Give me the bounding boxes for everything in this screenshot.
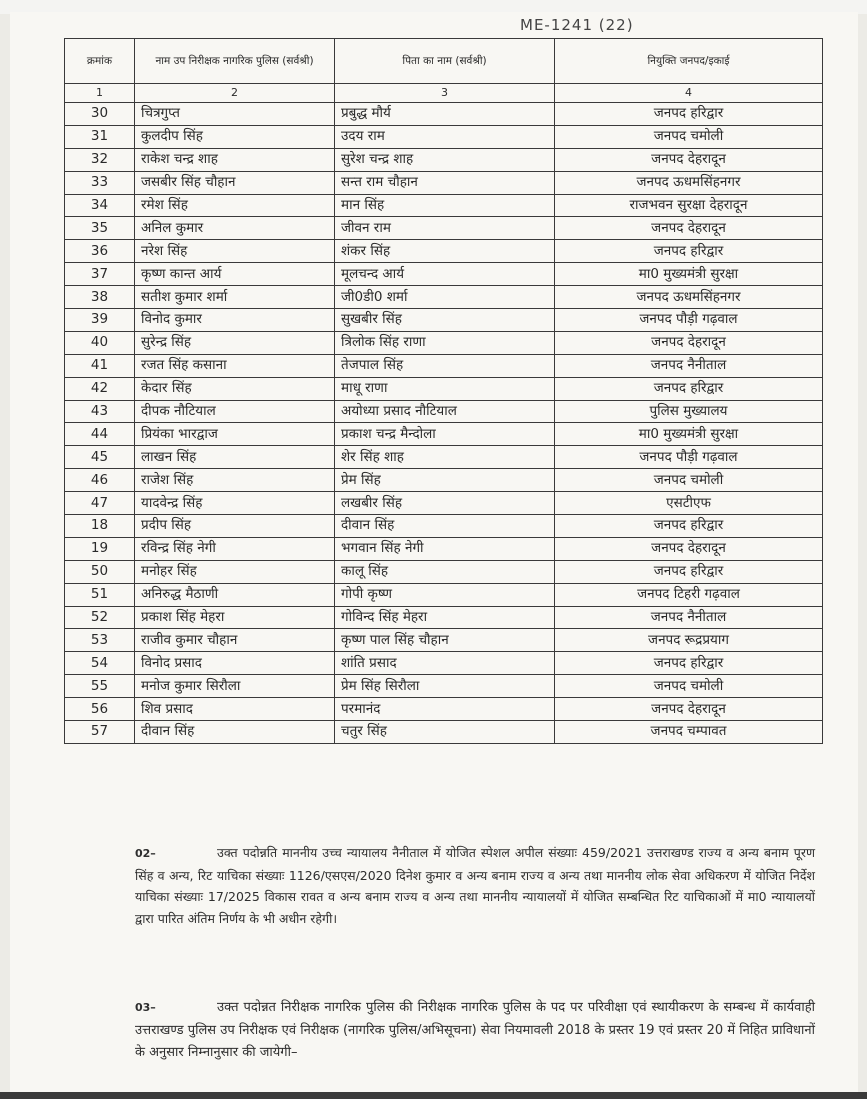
serial-cell: 46	[65, 469, 135, 492]
unit-cell: जनपद ऊधमसिंहनगर	[555, 171, 823, 194]
document-page	[10, 12, 858, 1099]
paragraph-03	[135, 997, 815, 1065]
father-name-cell: सुरेश चन्द्र शाह	[335, 148, 555, 171]
paragraph-text: उक्त पदोन्नत निरीक्षक नागरिक पुलिस की निरीक्षक नागरिक पुलिस के पद पर परिवीक्षा एवं स्थायीकरण के सम्बन्ध में कार्यवाही उत्तराखण्ड पुलिस उप निरीक्षक एवं निरीक्षक (नागरिक पुलिस/अभिसूचना) सेवा नियमावली 2018 के प्रस्तर 19 एवं प्रस्तर 20 में निहित प्राविधानों के अनुसार निम्नानुसार की जायेगी–	[135, 1000, 815, 1060]
table-row	[65, 537, 823, 560]
paragraph-02	[135, 842, 815, 929]
bottom-edge	[0, 1092, 867, 1099]
serial-cell: 56	[65, 698, 135, 721]
father-name-cell: प्रेम सिंह	[335, 469, 555, 492]
table-row	[65, 629, 823, 652]
reference-code: ME-1241 (22)	[520, 16, 634, 34]
serial-cell: 57	[65, 721, 135, 744]
column-number: 4	[555, 84, 823, 103]
header-posting-unit: नियुक्ति जनपद/इकाई	[555, 39, 823, 84]
name-cell: राजेश सिंह	[135, 469, 335, 492]
name-cell: विनोद प्रसाद	[135, 652, 335, 675]
table-row	[65, 171, 823, 194]
unit-cell: मा0 मुख्यमंत्री सुरक्षा	[555, 263, 823, 286]
unit-cell: जनपद देहरादून	[555, 537, 823, 560]
unit-cell: जनपद चम्पावत	[555, 721, 823, 744]
unit-cell: जनपद पौड़ी गढ़वाल	[555, 309, 823, 332]
table-row	[65, 721, 823, 744]
name-cell: प्रकाश सिंह मेहरा	[135, 606, 335, 629]
serial-cell: 54	[65, 652, 135, 675]
unit-cell: जनपद देहरादून	[555, 148, 823, 171]
serial-cell: 41	[65, 354, 135, 377]
table-row	[65, 698, 823, 721]
name-cell: नरेश सिंह	[135, 240, 335, 263]
unit-cell: जनपद हरिद्वार	[555, 377, 823, 400]
table-row	[65, 377, 823, 400]
father-name-cell: मान सिंह	[335, 194, 555, 217]
table-row	[65, 103, 823, 126]
unit-cell: राजभवन सुरक्षा देहरादून	[555, 194, 823, 217]
column-number: 2	[135, 84, 335, 103]
name-cell: कृष्ण कान्त आर्य	[135, 263, 335, 286]
paragraph-number: 02–	[135, 847, 156, 860]
serial-cell: 30	[65, 103, 135, 126]
unit-cell: जनपद हरिद्वार	[555, 103, 823, 126]
father-name-cell: प्रकाश चन्द्र मैन्दोला	[335, 423, 555, 446]
name-cell: रजत सिंह कसाना	[135, 354, 335, 377]
serial-cell: 31	[65, 125, 135, 148]
table-row	[65, 446, 823, 469]
table-row	[65, 583, 823, 606]
father-name-cell: त्रिलोक सिंह राणा	[335, 331, 555, 354]
serial-cell: 51	[65, 583, 135, 606]
name-cell: अनिल कुमार	[135, 217, 335, 240]
table-header-row	[65, 39, 823, 84]
father-name-cell: शेर सिंह शाह	[335, 446, 555, 469]
name-cell: जसबीर सिंह चौहान	[135, 171, 335, 194]
header-name: नाम उप निरीक्षक नागरिक पुलिस (सर्वश्री)	[135, 39, 335, 84]
name-cell: सतीश कुमार शर्मा	[135, 286, 335, 309]
unit-cell: मा0 मुख्यमंत्री सुरक्षा	[555, 423, 823, 446]
name-cell: केदार सिंह	[135, 377, 335, 400]
name-cell: विनोद कुमार	[135, 309, 335, 332]
name-cell: मनोहर सिंह	[135, 560, 335, 583]
name-cell: प्रियंका भारद्वाज	[135, 423, 335, 446]
father-name-cell: प्रबुद्ध मौर्य	[335, 103, 555, 126]
column-number: 1	[65, 84, 135, 103]
name-cell: रविन्द्र सिंह नेगी	[135, 537, 335, 560]
unit-cell: जनपद चमोली	[555, 125, 823, 148]
table-row	[65, 652, 823, 675]
serial-cell: 36	[65, 240, 135, 263]
serial-cell: 47	[65, 492, 135, 515]
unit-cell: जनपद हरिद्वार	[555, 652, 823, 675]
serial-cell: 37	[65, 263, 135, 286]
serial-cell: 19	[65, 537, 135, 560]
father-name-cell: माधू राणा	[335, 377, 555, 400]
table-row	[65, 492, 823, 515]
unit-cell: एसटीएफ	[555, 492, 823, 515]
unit-cell: जनपद नैनीताल	[555, 606, 823, 629]
name-cell: कुलदीप सिंह	[135, 125, 335, 148]
table-row	[65, 331, 823, 354]
father-name-cell: जीवन राम	[335, 217, 555, 240]
father-name-cell: अयोध्या प्रसाद नौटियाल	[335, 400, 555, 423]
paragraph-text: उक्त पदोन्नति माननीय उच्च न्यायालय नैनीताल में योजित स्पेशल अपील संख्याः 459/2021 उत्तराखण्ड राज्य व अन्य बनाम पूरण सिंह व अन्य, रिट याचिका संख्याः 1126/एसएस/2020 दिनेश कुमार व अन्य बनाम राज्य व अन्य तथा माननीय लोक सेवा अधिकरण में योजित निर्देश याचिका संख्याः 17/2025 विकास रावत व अन्य बनाम राज्य व अन्य तथा माननीय न्यायालयों में योजित सम्बन्धित रिट याचिकाओं में मा0 न्यायालयों द्वारा पारित अंतिम निर्णय के भी अधीन रहेगी।	[135, 845, 815, 926]
name-cell: राजीव कुमार चौहान	[135, 629, 335, 652]
name-cell: चित्रगुप्त	[135, 103, 335, 126]
serial-cell: 45	[65, 446, 135, 469]
serial-cell: 40	[65, 331, 135, 354]
serial-cell: 42	[65, 377, 135, 400]
unit-cell: जनपद देहरादून	[555, 217, 823, 240]
unit-cell: जनपद देहरादून	[555, 331, 823, 354]
unit-cell: जनपद रूद्रप्रयाग	[555, 629, 823, 652]
serial-cell: 50	[65, 560, 135, 583]
table-row	[65, 423, 823, 446]
father-name-cell: लखबीर सिंह	[335, 492, 555, 515]
header-father-name: पिता का नाम (सर्वश्री)	[335, 39, 555, 84]
serial-cell: 52	[65, 606, 135, 629]
header-serial: क्रमांक	[65, 39, 135, 84]
name-cell: सुरेन्द्र सिंह	[135, 331, 335, 354]
name-cell: दीपक नौटियाल	[135, 400, 335, 423]
father-name-cell: सन्त राम चौहान	[335, 171, 555, 194]
father-name-cell: भगवान सिंह नेगी	[335, 537, 555, 560]
father-name-cell: मूलचन्द आर्य	[335, 263, 555, 286]
father-name-cell: गोपी कृष्ण	[335, 583, 555, 606]
column-number: 3	[335, 84, 555, 103]
name-cell: रमेश सिंह	[135, 194, 335, 217]
father-name-cell: तेजपाल सिंह	[335, 354, 555, 377]
unit-cell: जनपद हरिद्वार	[555, 240, 823, 263]
table-row	[65, 125, 823, 148]
father-name-cell: उदय राम	[335, 125, 555, 148]
unit-cell: जनपद टिहरी गढ़वाल	[555, 583, 823, 606]
serial-cell: 43	[65, 400, 135, 423]
name-cell: अनिरुद्ध मैठाणी	[135, 583, 335, 606]
paragraph-number: 03–	[135, 1001, 156, 1014]
serial-cell: 35	[65, 217, 135, 240]
table-row	[65, 515, 823, 538]
table-row	[65, 263, 823, 286]
table-row	[65, 400, 823, 423]
serial-cell: 38	[65, 286, 135, 309]
unit-cell: जनपद हरिद्वार	[555, 560, 823, 583]
serial-cell: 34	[65, 194, 135, 217]
table-row	[65, 194, 823, 217]
promotion-table	[64, 38, 823, 744]
serial-cell: 44	[65, 423, 135, 446]
unit-cell: जनपद हरिद्वार	[555, 515, 823, 538]
unit-cell: जनपद चमोली	[555, 675, 823, 698]
father-name-cell: प्रेम सिंह सिरौला	[335, 675, 555, 698]
father-name-cell: शांति प्रसाद	[335, 652, 555, 675]
unit-cell: जनपद चमोली	[555, 469, 823, 492]
table-row	[65, 217, 823, 240]
father-name-cell: सुखबीर सिंह	[335, 309, 555, 332]
serial-cell: 55	[65, 675, 135, 698]
unit-cell: जनपद देहरादून	[555, 698, 823, 721]
table-row	[65, 240, 823, 263]
table-body	[65, 103, 823, 744]
unit-cell: पुलिस मुख्यालय	[555, 400, 823, 423]
table-row	[65, 148, 823, 171]
table-row	[65, 560, 823, 583]
column-number-row	[65, 84, 823, 103]
serial-cell: 18	[65, 515, 135, 538]
name-cell: मनोज कुमार सिरौला	[135, 675, 335, 698]
serial-cell: 53	[65, 629, 135, 652]
name-cell: लाखन सिंह	[135, 446, 335, 469]
name-cell: राकेश चन्द्र शाह	[135, 148, 335, 171]
name-cell: दीवान सिंह	[135, 721, 335, 744]
father-name-cell: परमानंद	[335, 698, 555, 721]
name-cell: प्रदीप सिंह	[135, 515, 335, 538]
unit-cell: जनपद नैनीताल	[555, 354, 823, 377]
father-name-cell: चतुर सिंह	[335, 721, 555, 744]
unit-cell: जनपद पौड़ी गढ़वाल	[555, 446, 823, 469]
father-name-cell: शंकर सिंह	[335, 240, 555, 263]
table-row	[65, 606, 823, 629]
table-row	[65, 469, 823, 492]
name-cell: शिव प्रसाद	[135, 698, 335, 721]
table-row	[65, 354, 823, 377]
table-row	[65, 309, 823, 332]
serial-cell: 33	[65, 171, 135, 194]
father-name-cell: दीवान सिंह	[335, 515, 555, 538]
table-row	[65, 286, 823, 309]
father-name-cell: गोविन्द सिंह मेहरा	[335, 606, 555, 629]
serial-cell: 39	[65, 309, 135, 332]
table-row	[65, 675, 823, 698]
father-name-cell: कृष्ण पाल सिंह चौहान	[335, 629, 555, 652]
father-name-cell: कालू सिंह	[335, 560, 555, 583]
unit-cell: जनपद ऊधमसिंहनगर	[555, 286, 823, 309]
name-cell: यादवेन्द्र सिंह	[135, 492, 335, 515]
serial-cell: 32	[65, 148, 135, 171]
father-name-cell: जी0डी0 शर्मा	[335, 286, 555, 309]
